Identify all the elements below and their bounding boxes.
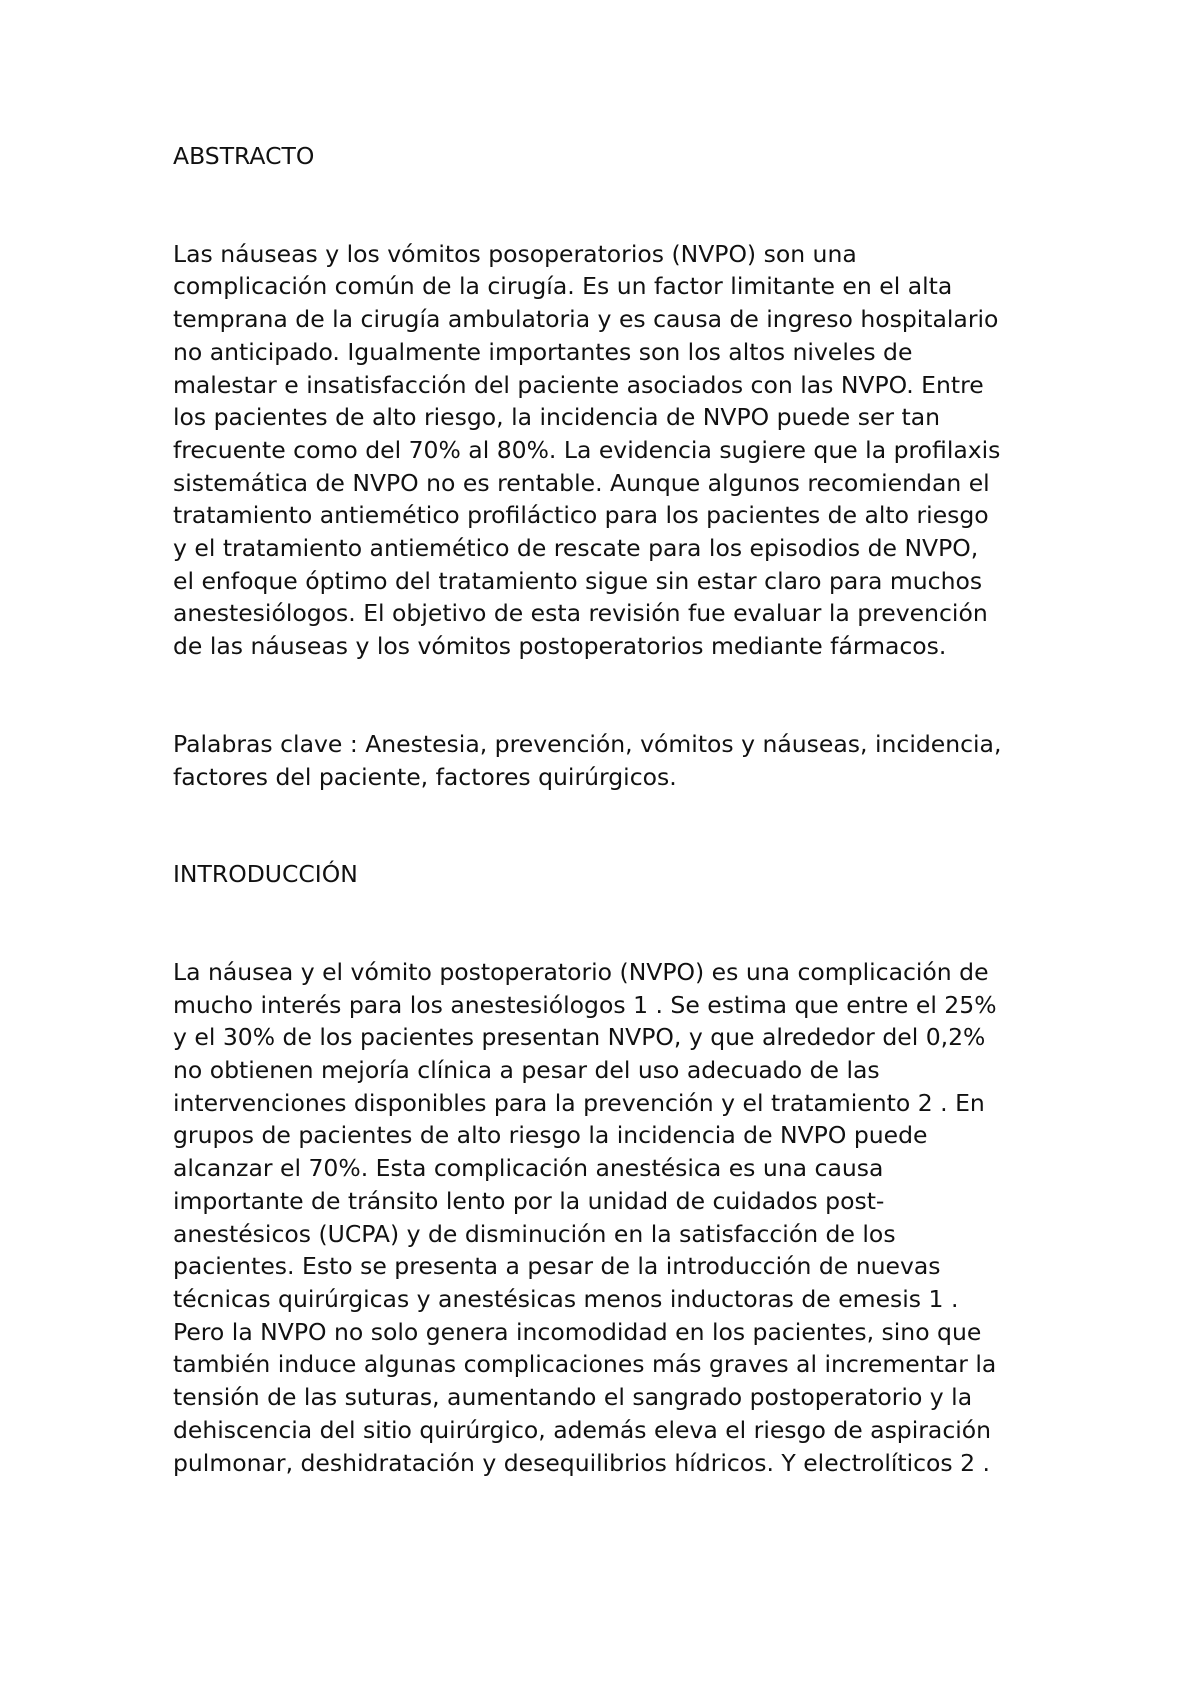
introduction-line: dehiscencia del sitio quirúrgico, además eleva el riesgo de aspiración [173,1415,992,1444]
introduction-line: pacientes. Esto se presenta a pesar de la introducción de nuevas [173,1252,941,1281]
abstract-line: el enfoque óptimo del tratamiento sigue sin estar claro para muchos [173,566,983,595]
introduction-line: La náusea y el vómito postoperatorio (NVPO) es una complicación de [173,957,989,986]
introduction-line: alcanzar el 70%. Esta complicación anestésica es una causa [173,1154,884,1183]
introduction-line: grupos de pacientes de alto riesgo la incidencia de NVPO puede [173,1121,928,1150]
introduction-line: intervenciones disponibles para la prevención y el tratamiento 2 . En [173,1088,985,1117]
abstract-line: malestar e insatisfacción del paciente asociados con las NVPO. Entre [173,370,984,399]
abstract-line: de las náuseas y los vómitos postoperatorios mediante fármacos. [173,632,947,661]
introduction-line: anestésicos (UCPA) y de disminución en la satisfacción de los [173,1219,896,1248]
introduction-line: Pero la NVPO no solo genera incomodidad en los pacientes, sino que [173,1317,982,1346]
abstract-line: tratamiento antiemético profiláctico para los pacientes de alto riesgo [173,501,989,530]
abstract-paragraph [173,238,1053,663]
introduction-line: y el 30% de los pacientes presentan NVPO, y que alrededor del 0,2% [173,1023,986,1052]
keywords-paragraph [173,728,1053,793]
keywords-line: factores del paciente, factores quirúrgicos. [173,762,677,791]
abstract-line: no anticipado. Igualmente importantes son los altos niveles de [173,337,913,366]
abstract-line: Las náuseas y los vómitos posoperatorios (NVPO) son una [173,239,857,268]
introduction-paragraph [173,956,1053,1479]
abstract-line: sistemática de NVPO no es rentable. Aunque algunos recomiendan el [173,468,990,497]
abstract-line: frecuente como del 70% al 80%. La evidencia sugiere que la profilaxis [173,435,1001,464]
introduction-line: también induce algunas complicaciones más graves al incrementar la [173,1350,997,1379]
abstract-line: anestesiólogos. El objetivo de esta revisión fue evaluar la prevención [173,599,988,628]
abstract-line: temprana de la cirugía ambulatoria y es causa de ingreso hospitalario [173,305,999,334]
introduction-line: mucho interés para los anestesiólogos 1 . Se estima que entre el 25% [173,990,997,1019]
abstract-line: los pacientes de alto riesgo, la incidencia de NVPO puede ser tan [173,403,941,432]
keywords-line: Palabras clave : Anestesia, prevención, vómitos y náuseas, incidencia, [173,729,1002,758]
abstract-line: y el tratamiento antiemético de rescate para los episodios de NVPO, [173,534,979,563]
abstract-heading: ABSTRACTO [173,142,315,170]
introduction-line: importante de tránsito lento por la unidad de cuidados post- [173,1186,885,1215]
introduction-line: tensión de las suturas, aumentando el sangrado postoperatorio y la [173,1383,973,1412]
introduction-line: no obtienen mejoría clínica a pesar del uso adecuado de las [173,1056,880,1085]
introduction-line: técnicas quirúrgicas y anestésicas menos inductoras de emesis 1 . [173,1284,959,1313]
document-content [173,140,1053,1479]
abstract-line: complicación común de la cirugía. Es un factor limitante en el alta [173,272,953,301]
introduction-line: pulmonar, deshidratación y desequilibrios hídricos. Y electrolíticos 2 . [173,1448,991,1477]
introduction-heading: INTRODUCCIÓN [173,860,358,889]
